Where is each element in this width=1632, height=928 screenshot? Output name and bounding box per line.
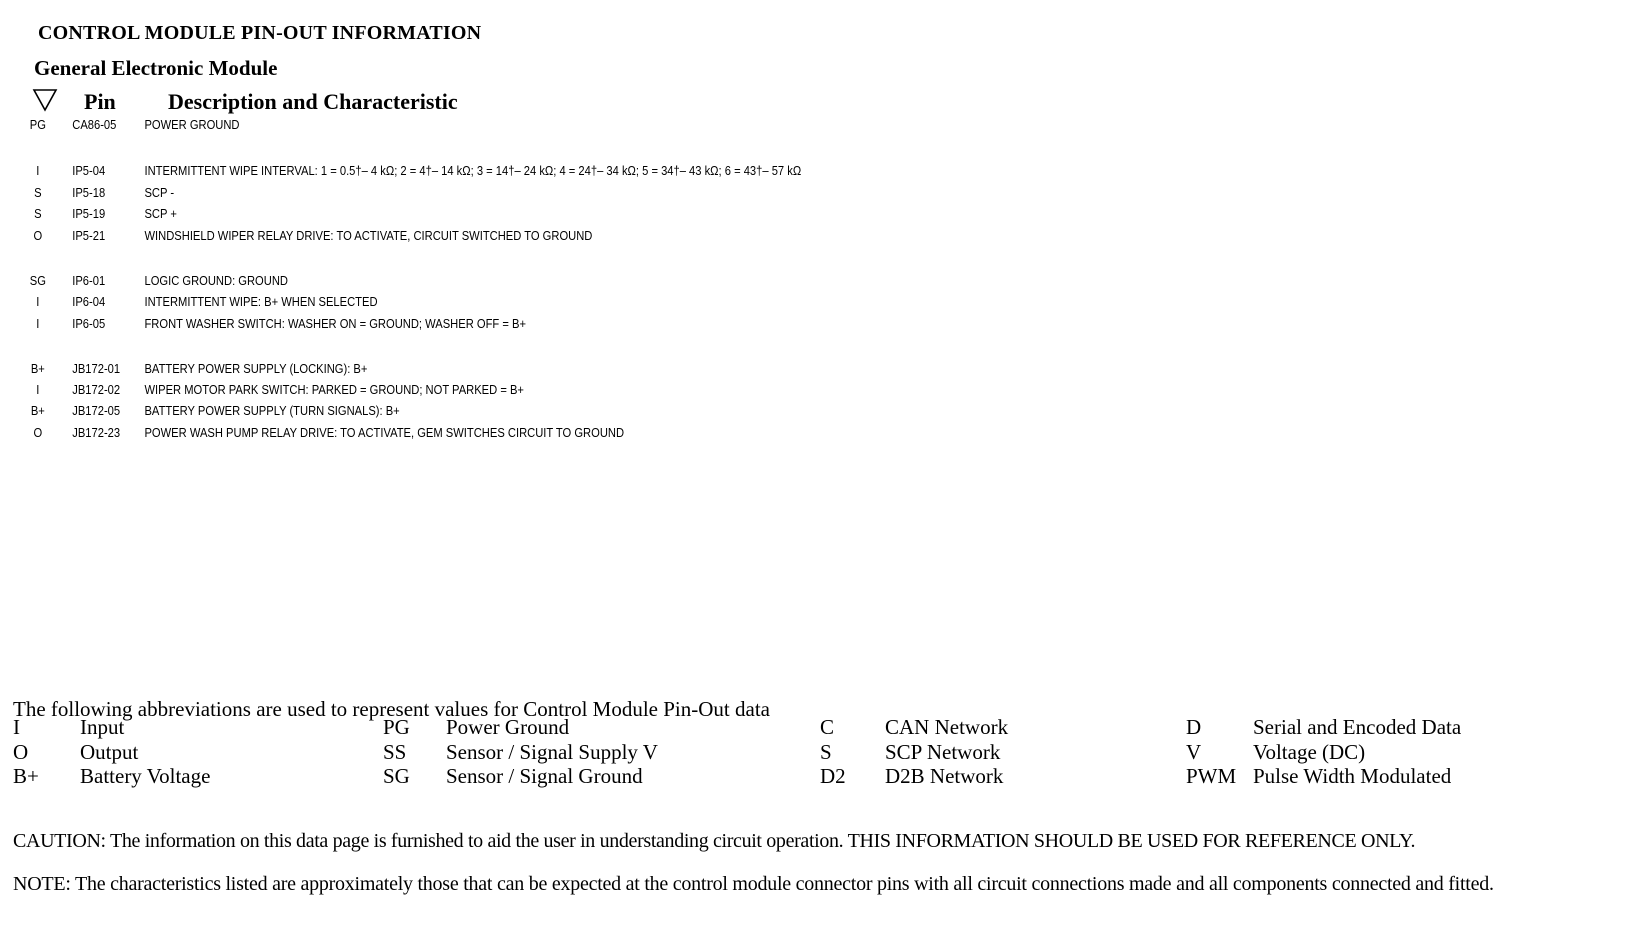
caution-text: CAUTION: The information on this data page is furnished to aid the user in understanding circuit operation. THIS INFORMATION SHOULD BE USED FOR REFERENCE ONLY. bbox=[13, 830, 1416, 852]
pin-type-code: I bbox=[36, 163, 40, 178]
pin-description: SCP + bbox=[144, 206, 177, 221]
abbreviation-code: C bbox=[820, 715, 835, 739]
abbreviation-meaning: Sensor / Signal Ground bbox=[446, 764, 643, 788]
pin-type-code: I bbox=[36, 316, 40, 331]
pin-description: LOGIC GROUND: GROUND bbox=[144, 273, 288, 288]
pin-id: CA86-05 bbox=[72, 117, 117, 132]
pin-type-code: I bbox=[36, 294, 40, 309]
pin-type-code: B+ bbox=[30, 361, 45, 376]
abbreviation-meaning: SCP Network bbox=[885, 740, 1001, 764]
document-title: CONTROL MODULE PIN-OUT INFORMATION bbox=[38, 22, 482, 44]
pin-id: IP6-01 bbox=[72, 273, 106, 288]
pin-id: IP5-04 bbox=[72, 163, 106, 178]
abbreviation-code: V bbox=[1186, 740, 1202, 764]
abbreviation-code: D bbox=[1186, 715, 1202, 739]
pin-description: FRONT WASHER SWITCH: WASHER ON = GROUND; WASHER OFF = B+ bbox=[144, 316, 526, 331]
pin-type-code: PG bbox=[29, 117, 46, 132]
pin-description: INTERMITTENT WIPE INTERVAL: 1 = 0.5†– 4 kΩ; 2 = 4†– 14 kΩ; 3 = 14†– 24 kΩ; 4 = 24†– 34 kΩ; 5 = 34†– 43 kΩ; 6 = 43†– 57 kΩ bbox=[144, 163, 802, 178]
abbreviation-code: I bbox=[13, 715, 20, 739]
abbreviation-code: B+ bbox=[13, 764, 39, 788]
pin-id: IP5-21 bbox=[72, 228, 106, 243]
abbreviation-meaning: Sensor / Signal Supply V bbox=[446, 740, 658, 764]
pin-description: WIPER MOTOR PARK SWITCH: PARKED = GROUND; NOT PARKED = B+ bbox=[144, 382, 524, 397]
abbreviations-intro: The following abbreviations are used to represent values for Control Module Pin-Out data bbox=[13, 697, 770, 721]
abbreviation-code: PWM bbox=[1186, 764, 1237, 788]
pin-id: IP5-18 bbox=[72, 185, 106, 200]
abbreviation-meaning: Voltage (DC) bbox=[1253, 740, 1366, 764]
abbreviation-code: O bbox=[13, 740, 29, 764]
pin-type-code: B+ bbox=[30, 403, 45, 418]
pin-description: SCP - bbox=[144, 185, 175, 200]
module-name: General Electronic Module bbox=[34, 56, 278, 80]
pin-description: INTERMITTENT WIPE: B+ WHEN SELECTED bbox=[144, 294, 378, 309]
abbreviation-meaning: Battery Voltage bbox=[80, 764, 211, 788]
abbreviation-meaning: D2B Network bbox=[885, 764, 1004, 788]
pin-type-code: S bbox=[34, 185, 42, 200]
pin-description: BATTERY POWER SUPPLY (TURN SIGNALS): B+ bbox=[144, 403, 400, 418]
pin-description: WINDSHIELD WIPER RELAY DRIVE: TO ACTIVATE, CIRCUIT SWITCHED TO GROUND bbox=[144, 228, 593, 243]
pin-type-code: O bbox=[33, 228, 43, 243]
note-text: NOTE: The characteristics listed are approximately those that can be expected at the control module connector pins with all circuit connections made and all components connected and fitted. bbox=[13, 873, 1494, 895]
pin-id: JB172-23 bbox=[72, 425, 121, 440]
pin-description: POWER WASH PUMP RELAY DRIVE: TO ACTIVATE, GEM SWITCHES CIRCUIT TO GROUND bbox=[144, 425, 625, 440]
column-header-description: Description and Characteristic bbox=[168, 89, 458, 114]
abbreviation-meaning: CAN Network bbox=[885, 715, 1009, 739]
abbreviation-meaning: Pulse Width Modulated bbox=[1253, 764, 1452, 788]
pin-id: JB172-02 bbox=[72, 382, 121, 397]
abbreviation-code: S bbox=[820, 740, 832, 764]
pin-description: BATTERY POWER SUPPLY (LOCKING): B+ bbox=[144, 361, 368, 376]
abbreviation-meaning: Power Ground bbox=[446, 715, 570, 739]
pin-description: POWER GROUND bbox=[144, 117, 240, 132]
pin-id: IP5-19 bbox=[72, 206, 106, 221]
pin-id: IP6-04 bbox=[72, 294, 106, 309]
pin-type-code: O bbox=[33, 425, 43, 440]
abbreviation-meaning: Serial and Encoded Data bbox=[1253, 715, 1462, 739]
abbreviation-code: SS bbox=[383, 740, 407, 764]
down-triangle-icon bbox=[32, 88, 58, 112]
abbreviation-meaning: Input bbox=[80, 715, 125, 739]
pin-id: JB172-05 bbox=[72, 403, 121, 418]
pin-type-code: I bbox=[36, 382, 40, 397]
abbreviation-code: PG bbox=[383, 715, 410, 739]
pin-type-code: SG bbox=[29, 273, 46, 288]
pin-id: IP6-05 bbox=[72, 316, 106, 331]
abbreviation-code: D2 bbox=[820, 764, 846, 788]
abbreviation-meaning: Output bbox=[80, 740, 139, 764]
pin-id: JB172-01 bbox=[72, 361, 121, 376]
pin-type-code: S bbox=[34, 206, 42, 221]
abbreviation-code: SG bbox=[383, 764, 410, 788]
column-header-pin: Pin bbox=[84, 89, 116, 114]
